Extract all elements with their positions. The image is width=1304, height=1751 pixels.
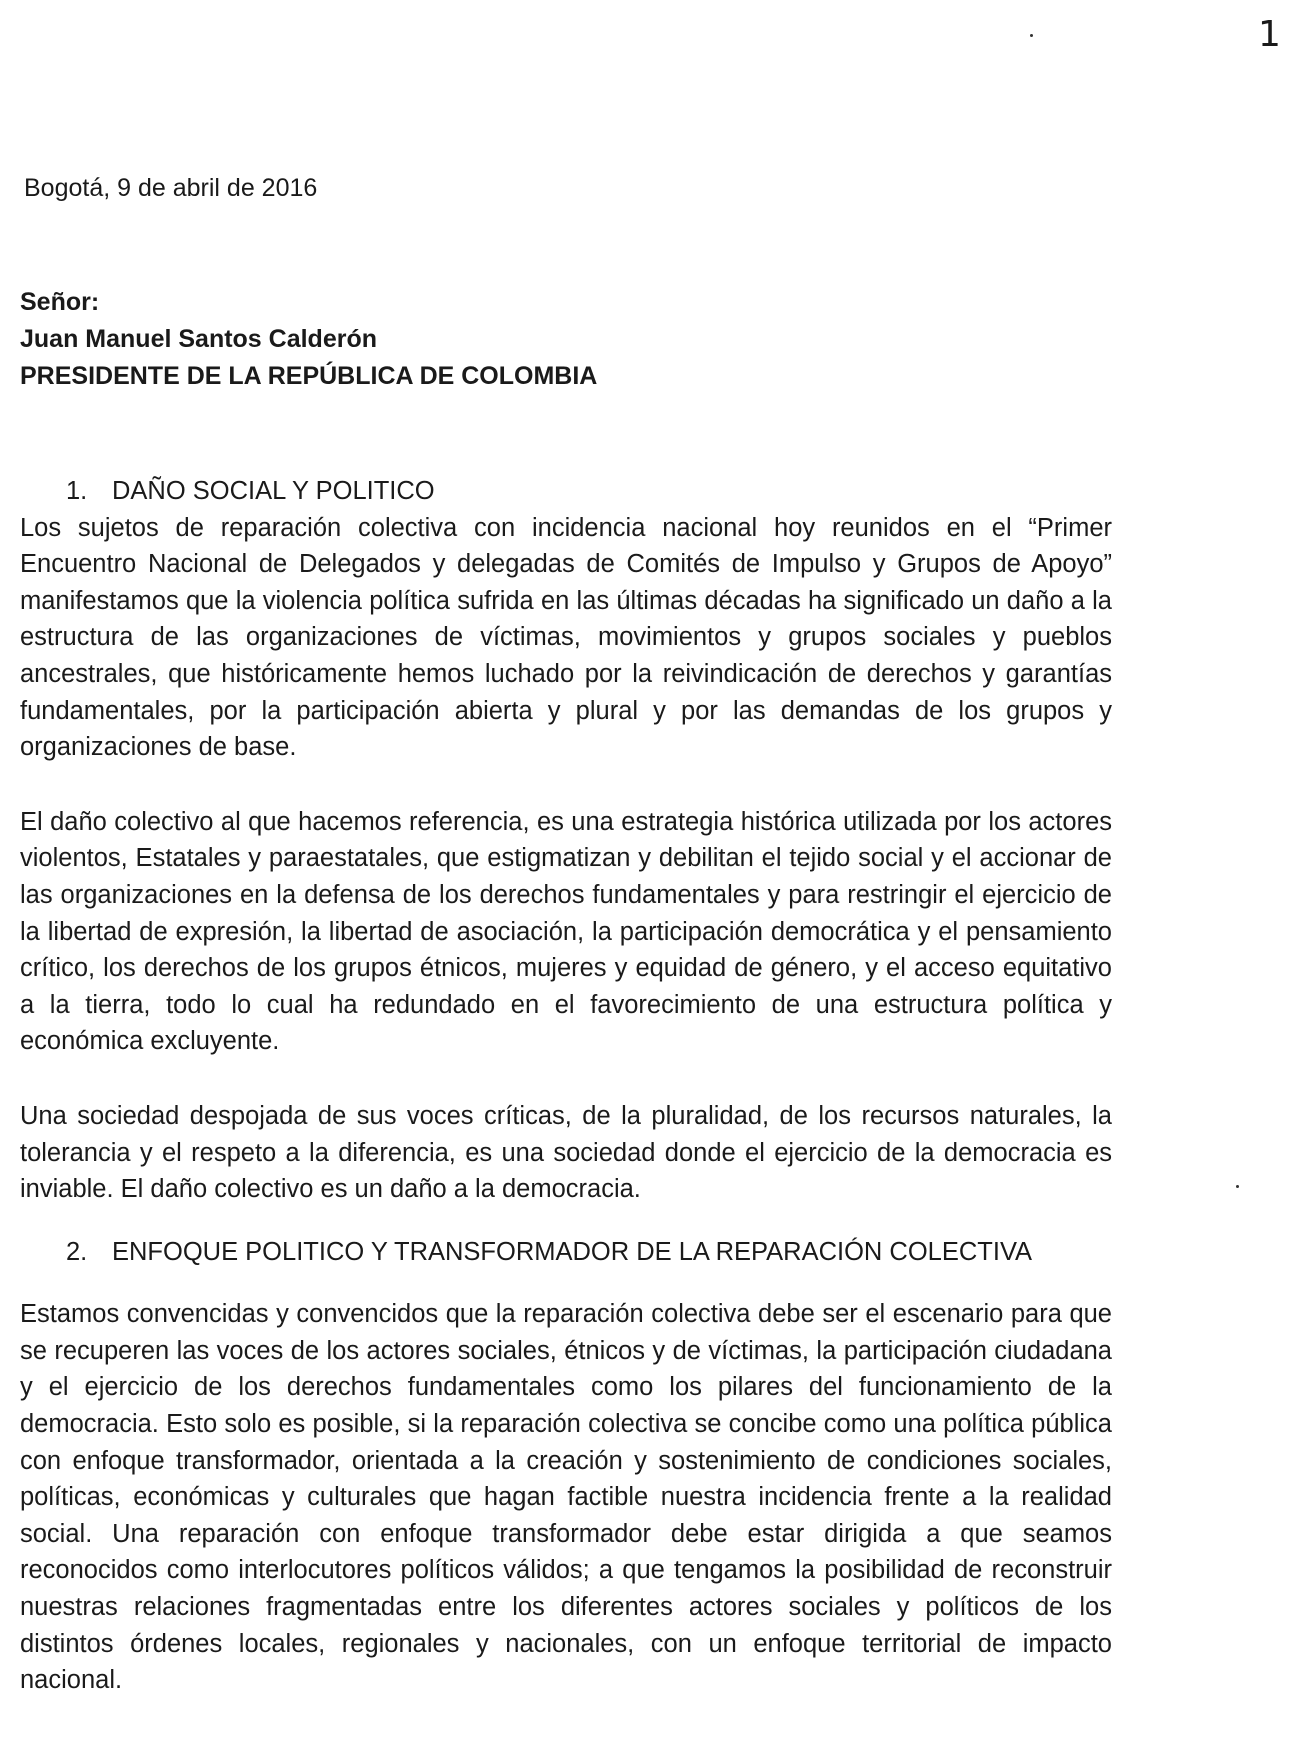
paragraph: El daño colectivo al que hacemos referencia, es una estrategia histórica utilizada por los actores violentos, Estatales y paraestatales, que estigmatizan y debilitan el tejido social y el accionar de las organizaciones en la defensa de los derechos fundamentales y para restringir el ejercicio de la libertad de expresión, la libertad de asociación, la participación democrática y el pensamiento crítico, los derechos de los grupos étnicos, mujeres y equidad de género, y el acceso equitativo a la tierra, todo lo cual ha redundado en el favorecimiento de una estructura política y económica excluyente. — [20, 807, 1112, 1056]
section-number: 2. — [66, 1237, 88, 1266]
section-title: DAÑO SOCIAL Y POLITICO — [112, 477, 435, 505]
paragraph: Una sociedad despojada de sus voces críticas, de la pluralidad, de los recursos naturales, la tolerancia y el respeto a la diferencia, es una sociedad donde el ejercicio de la democracia es inviable. El daño colectivo es un daño a la democracia. — [20, 1101, 1112, 1204]
addressee-name: Juan Manuel Santos Calderón — [20, 325, 378, 353]
paragraph: Los sujetos de reparación colectiva con incidencia nacional hoy reunidos en el “Primer Encuentro Nacional de Delegados y delegadas de Comités de Impulso y Grupos de Apoyo” manifestamos que la violencia política sufrida en las últimas décadas ha significado un daño a la estructura de las organizaciones de víctimas, movimientos y grupos sociales y pueblos ancestrales, que históricamente hemos luchado por la reivindicación de derechos y garantías fundamentales, por la participación abierta y plural y por las demandas de los grupos y organizaciones de base. — [20, 513, 1112, 762]
paragraph: Estamos convencidas y convencidos que la reparación colectiva debe ser el escenario para que se recuperen las voces de los actores sociales, étnicos y de víctimas, la participación ciudadana y el ejercicio de los derechos fundamentales como los pilares del funcionamiento de la democracia. Esto solo es posible, si la reparación colectiva se concibe como una política pública con enfoque transformador, orientada a la creación y sostenimiento de condiciones sociales, políticas, económicas y culturales que hagan factible nuestra incidencia frente a la realidad social. Una reparación con enfoque transformador debe estar dirigida a que seamos reconocidos como interlocutores políticos válidos; a que tengamos la posibilidad de reconstruir nuestras relaciones fragmentadas entre los diferentes actores sociales y políticos de los distintos órdenes locales, regionales y nacionales, con un enfoque territorial de impacto nacional. — [20, 1300, 1112, 1695]
addressee-title: PRESIDENTE DE LA REPÚBLICA DE COLOMBIA — [20, 362, 598, 390]
page-number: 1 — [1258, 14, 1281, 55]
section-number: 1. — [66, 477, 88, 505]
scan-speck — [1030, 34, 1033, 37]
addressee-block — [20, 284, 597, 395]
salutation: Señor: — [20, 288, 100, 316]
letter-body — [20, 473, 1112, 1699]
scan-speck — [1236, 1185, 1239, 1188]
section-heading — [20, 473, 1112, 510]
section-title: ENFOQUE POLITICO Y TRANSFORMADOR DE LA REPARACIÓN COLECTIVA — [112, 1237, 1033, 1266]
letter-date: Bogotá, 9 de abril de 2016 — [24, 174, 318, 202]
section-heading — [20, 1234, 1112, 1271]
